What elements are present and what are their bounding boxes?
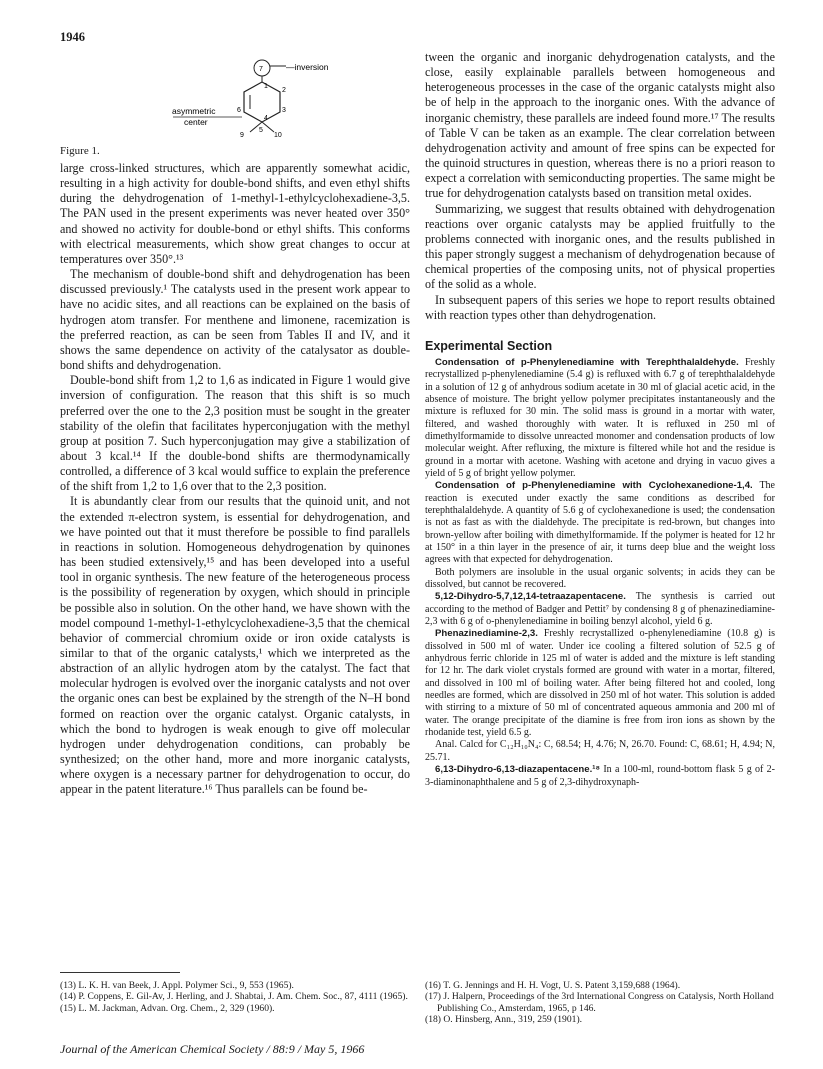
experimental-paragraph (425, 480, 775, 566)
ring-number-10: 10 (274, 132, 282, 139)
experimental-paragraph (425, 628, 775, 739)
procedure-text: The synthesis is carried out according to the method of Badger and Pettit⁷ by condensing 8 g of phenazinediamine-2,3 with 6 g of o-phenylenediamine in boiling benzyl alcohol, yield 6 g. (425, 591, 775, 628)
left-body-text (60, 161, 410, 798)
footnote: (17) J. Halpern, Proceedings of the 3rd International Congress on Catalysis, North Holland Publishing Co., Amsterdam, 1965, p 146. (425, 991, 774, 1014)
procedure-text: Freshly recrystallized p-phenylenediamine (5.4 g) is refluxed with 6.7 g of terephthalaldehyde in a solution of 12 g of anhydrous sodium acetate in 30 ml of glacial acetic acid, in the absence of moisture. The bright yellow polymer precipitates instantaneously and the mixture is refluxed for 30 min. The solid mass is ground in a mortar with water, filtered, and washed thoroughly with water. It is refluxed in 250 ml of dimethylformamide to dissolve unreacted monomer and condensation products of low molecular weight. After refluxing, the mixture is filtered while hot and the residue is ground in a mortar with acetone. Washing with acetone and drying in vacuo gives a yield of 5 g of bright yellow polymer. (425, 356, 775, 479)
paragraph: large cross-linked structures, which are apparently somewhat acidic, resulting in a high activity for double-bond shifts, and even ethyl shifts during the dehydrogenation of 1-methyl-1-ethylcyclohexadiene-3,5. The PAN used in the present experiments was never heated over 350° and showed no activity for double-bond or ethyl shifts. This conforms with electrical measurements, which show great changes to occur at temperatures over 350°.¹³ (60, 161, 410, 266)
inversion-label: —inversion (286, 62, 329, 72)
asymmetric-label: asymmetric (172, 106, 216, 116)
footnote: (14) P. Coppens, E. Gil-Av, J. Herling, and J. Shabtai, J. Am. Chem. Soc., 87, 4111 (1965). (60, 991, 408, 1003)
paragraph: tween the organic and inorganic dehydrogenation catalysts, and the close, easily explainable parallels between homogeneous and heterogeneous processes in the case of the organic catalysts might also be of help in the approach to the inorganic ones. With the advance of inorganic chemistry, these parallels are indeed found more.¹⁷ The results of Table V can be taken as an example. The clear correlation between dehydrogenation activity and amount of free spins can be expected for the quinoid structures in question, whereas there is no a priori reason to expect a correlation with semiconducting properties. The same might be true for dehydrogenation catalysts based on transition metal oxides. (425, 50, 775, 201)
figure-1 (60, 50, 410, 145)
right-column (425, 50, 775, 789)
footnote: (18) O. Hinsberg, Ann., 319, 259 (1901). (425, 1014, 583, 1026)
procedure-title: 5,12-Dihydro-5,7,12,14-tetraazapentacene. (435, 591, 626, 603)
ring-number-5: 5 (259, 127, 263, 134)
procedure-title: Phenazinediamine-2,3. (435, 628, 538, 640)
procedure-title: 6,13-Dihydro-6,13-diazapentacene.¹⁸ (435, 764, 601, 776)
journal-footer: Journal of the American Chemical Society / 88:9 / May 5, 1966 (60, 1042, 365, 1056)
footnote-rule (60, 972, 180, 973)
paragraph: In subsequent papers of this series we hope to report results obtained with reaction types other than dehydrogenation. (425, 292, 775, 322)
right-body-text (425, 50, 775, 323)
footnotes-left (60, 980, 410, 1014)
center-label: center (184, 117, 208, 127)
procedure-text: Freshly recrystallized o-phenylenediamine (10.8 g) is dissolved in 500 ml of water. Under ice cooling a filtered solution of 52.5 g of anhydrous ferric chloride in 125 ml of water is added and the mixture is left standing for 12 hr. The dark violet crystals formed are ground with water in a mortar, filtered, and dissolved in 100 ml of boiling water. After being filtered hot and cooled, long needles are formed, which are dissolved in 250 ml of hot water. This solution is added with stirring to a mixture of 50 ml of concentrated aqueous ammonia and 200 ml of water. The orange precipitate of the diamine is free from iron ions as shown by the rhodanide test, yield 6.5 g. (425, 628, 775, 739)
ring-number-4: 4 (264, 115, 268, 122)
footnotes-right (425, 980, 775, 1026)
paragraph: The mechanism of double-bond shift and dehydrogenation has been discussed previously.¹ The catalysts used in the present work appear to have no acidic sites, and all reactions can be explained on the basis of hydrogen atom transfer. For menthene and limonene, racemization is the preferred reaction, as can be seen from Tables II and IV, and it shows the same dependence on activity of the catalysator as double-bond shifts and dehydrogenation. (60, 267, 410, 373)
footnote: (13) L. K. H. van Beek, J. Appl. Polymer Sci., 9, 553 (1965). (60, 980, 294, 991)
experimental-paragraph (425, 567, 775, 592)
experimental-heading: Experimental Section (425, 338, 553, 353)
page-number: 1946 (60, 30, 85, 44)
procedure-text: The reaction is executed under exactly the same conditions as described for terephthalaldehyde. A quantity of 5.6 g of cyclohexanedione is used; the condensation is not as fast as with the dialdehyde. The precipitate is red-brown, but changes into brown-yellow after boiling with dimethylformamide. If the polymer is heated for 12 hr at 150° in a thin layer in the presence of air, it turns deep blue and the weight loss agrees with that expected for dehydrogenation. (425, 480, 775, 566)
ring-number-6: 6 (237, 107, 241, 114)
footnote: (16) T. G. Jennings and H. H. Vogt, U. S. Patent 3,159,688 (1964). (425, 980, 681, 991)
paragraph: It is abundantly clear from our results that the quinoid unit, and not the extended π-electron system, is essential for dehydrogenation, and we have pointed out that it must therefore be possible to find parallels in reactions in solution. Homogeneous dehydrogenation by quinones has been studied extensively,¹⁵ and has been developed into a useful tool in organic synthesis. The new feature of the heterogeneous process is the possibility of regeneration by oxygen, which should in principle be possible also in solution. On the other hand, we have shown with the model compound 1-methyl-1-ethylcyclohexadiene-3,5 that the chemical behavior of commercial chromium oxide or iron oxide catalysts is similar to that of the organic catalysts,¹ which we interpreted as the abstraction of an allylic hydrogen atom by the catalyst. The fact that molecular hydrogen is evolved over the inorganic catalysts and not over the organic ones can best be explained by the strength of the N–H bond formed on reaction over the organic catalyst. Organic catalysts, in which the bond to hydrogen is weak enough to give off molecular hydrogen under dehydrogenation conditions, can probably be synthesized; on the other hand, more and more inorganic catalysts, where oxygen is a necessary partner for dehydrogenation to occur, do appear in the patent literature.¹⁶ Thus parallels can be found be- (60, 494, 410, 797)
experimental-section (425, 357, 775, 789)
experimental-paragraph (425, 591, 775, 628)
procedure-text: In a 100-ml, round-bottom flask 5 g of 2-3-diaminonaphthalene and 5 g of 2,3-dihydroxynaph- (425, 764, 775, 788)
experimental-paragraph (425, 764, 775, 789)
ring-number-3: 3 (282, 107, 286, 114)
procedure-title: Condensation of p-Phenylenediamine with Cyclohexanedione-1,4. (435, 480, 753, 492)
ring-number-7: 7 (259, 66, 263, 73)
procedure-text: Both polymers are insoluble in the usual organic solvents; in acids they can be dissolved, but cannot be recovered. (425, 566, 775, 590)
procedure-title: Condensation of p-Phenylenediamine with Terephthalaldehyde. (435, 356, 739, 368)
paragraph: Summarizing, we suggest that results obtained with dehydrogenation reactions over organic catalysts may be applied fruitfully to the problems connected with inorganic ones, and the results published in this paper strongly suggest a mechanism of dehydrogenation because of chemical properties of the composing units, not of physical properties of the solid as a whole. (425, 201, 775, 292)
experimental-paragraph (425, 739, 775, 764)
ring-number-1: 1 (264, 83, 268, 90)
procedure-text: Anal. Calcd for C₁₂H₁₀N₄: C, 68.54; H, 4.76; N, 26.70. Found: C, 68.61; H, 4.94; N, 25.71. (425, 739, 775, 763)
left-column (60, 50, 410, 798)
cyclohexene-diagram (60, 50, 410, 145)
ring-number-2: 2 (282, 87, 286, 94)
figure-caption: Figure 1. (60, 145, 100, 157)
paragraph: Double-bond shift from 1,2 to 1,6 as indicated in Figure 1 would give inversion of configuration. The reason that this shift is so much preferred over the one to the 2,3 position must be sought in the greater stability of the olefin that facilitates hyperconjugation with the methyl group at position 7. Such hyperconjugation may give a stabilization of about 3 kcal.¹⁴ If the double-bond shifts are thermodynamically controlled, a difference of 3 kcal would suffice to explain the preference of the shift from 1,2 to 1,6 over that to the 2,3 position. (60, 373, 410, 494)
experimental-paragraph (425, 357, 775, 480)
footnote: (15) L. M. Jackman, Advan. Org. Chem., 2, 329 (1960). (60, 1002, 275, 1014)
ring-number-9: 9 (240, 132, 244, 139)
